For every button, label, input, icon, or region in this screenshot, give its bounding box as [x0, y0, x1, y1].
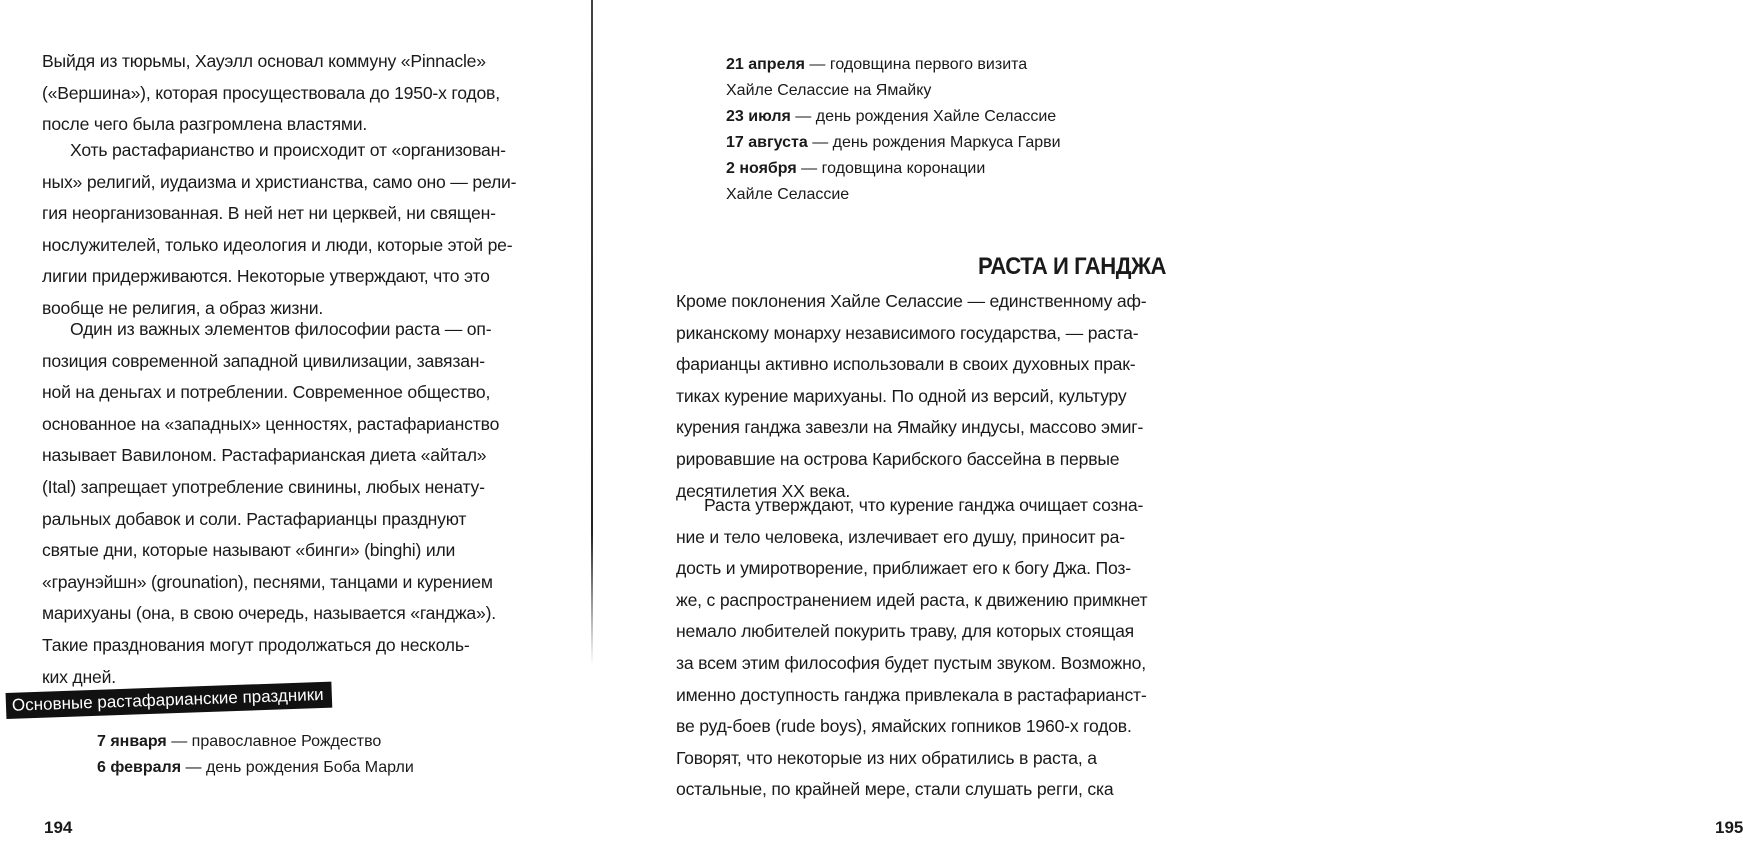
page-number: 194	[44, 818, 73, 837]
holiday-date: 6 февраля	[97, 759, 182, 776]
holiday-description: — день рождения Боба Марли	[181, 759, 414, 776]
holiday-date: 23 июля	[726, 108, 791, 125]
text-line: немало любителей покурить траву, для которых стоящая	[676, 621, 1134, 642]
page-number: 195	[1715, 818, 1743, 837]
holiday-item	[726, 156, 1061, 182]
paragraph	[42, 135, 520, 325]
text-line: остальные, по крайней мере, стали слушать регги, ска	[676, 779, 1114, 800]
holiday-description: — день рождения Хайле Селассие	[790, 108, 1057, 125]
text-line: основанное на «западных» ценностях, растафарианство	[42, 413, 500, 434]
text-line: после чего была разгромлена властями.	[42, 114, 368, 135]
holiday-date: 2 ноября	[726, 160, 797, 177]
text-line: («Вершина»), которая просуществовала до 1950-х годов,	[42, 82, 500, 103]
text-line: ких дней.	[42, 666, 116, 687]
text-line: фарианцы активно использовали в своих духовных прак-	[676, 354, 1136, 375]
text-line: ной на деньгах и потреблении. Современное общество,	[42, 382, 491, 403]
paragraph	[42, 314, 520, 693]
text-line: ных» религий, иудаизма и христианства, само оно — рели-	[42, 171, 517, 192]
page-gutter	[591, 0, 593, 665]
text-line: лигии придерживаются. Некоторые утверждают, что это	[42, 266, 490, 287]
text-line: Раста утверждают, что курение ганджа очищает созна-	[704, 495, 1144, 515]
text-line: называет Вавилоном. Растафарианская диета «айтал»	[42, 445, 487, 466]
holiday-list	[97, 729, 414, 781]
text-line: за всем этим философия будет пустым звуком. Возможно,	[676, 652, 1146, 673]
holiday-list	[726, 52, 1061, 208]
paragraph	[676, 286, 1148, 507]
text-line: именно доступность ганджа привлекала в растафарианст-	[676, 684, 1147, 705]
text-line: курения ганджа завезли на Ямайку индусы, массово эмиг-	[676, 417, 1144, 438]
text-line: марихуаны (она, в свою очередь, называется «ганджа»).	[42, 603, 496, 624]
text-line: Говорят, что некоторые из них обратились в раста, а	[676, 747, 1097, 768]
text-line: же, с распространением идей раста, к движению примкнет	[676, 589, 1148, 610]
holiday-item	[726, 130, 1061, 156]
holiday-item	[97, 755, 414, 781]
holiday-continuation: Хайле Селассие	[726, 186, 850, 203]
text-line: Кроме поклонения Хайле Селассие — единственному аф-	[676, 291, 1147, 311]
holiday-description: — годовщина первого визита	[804, 56, 1028, 73]
text-line: «граунэйшн» (grounation), песнями, танцами и курением	[42, 571, 493, 592]
text-line: Такие празднования могут продолжаться до несколь-	[42, 634, 470, 655]
text-line: вообще не религия, а образ жизни.	[42, 297, 324, 318]
paragraph	[676, 490, 1148, 806]
section-title: РАСТА И ГАНДЖА	[978, 253, 1166, 280]
left-page	[0, 0, 590, 864]
holiday-date: 21 апреля	[726, 56, 805, 73]
text-line: риканскому монарху независимого государства, — раста-	[676, 322, 1139, 343]
text-line: рировавшие на острова Карибского бассейна в первые	[676, 448, 1120, 469]
holiday-item	[97, 729, 414, 755]
text-line: гия неорганизованная. В ней нет ни церквей, ни священ-	[42, 203, 496, 224]
holiday-date: 7 января	[97, 733, 167, 750]
text-line: Выйдя из тюрьмы, Хауэлл основал коммуну «Pinnacle»	[42, 51, 486, 71]
text-line: ние и тело человека, излечивает его душу, приносит ра-	[676, 526, 1125, 547]
text-line: Хоть растафарианство и происходит от «организован-	[70, 140, 506, 160]
text-line: ральных добавок и соли. Растафарианцы празднуют	[42, 508, 467, 529]
text-line: святые дни, которые называют «бинги» (binghi) или	[42, 540, 456, 561]
holiday-item	[726, 52, 1061, 78]
paragraph	[42, 46, 520, 141]
text-line: Один из важных элементов философии раста — оп-	[70, 319, 492, 339]
text-line: позиция современной западной цивилизации, завязан-	[42, 350, 485, 371]
text-line: (Ital) запрещает употребление свинины, любых ненату-	[42, 476, 485, 497]
holiday-item	[726, 104, 1061, 130]
holiday-continuation: Хайле Селассие на Ямайку	[726, 82, 932, 99]
text-line: дость и умиротворение, приближает его к богу Джа. Поз-	[676, 558, 1131, 579]
holiday-description: — годовщина коронации	[796, 160, 986, 177]
text-line: десятилетия XX века.	[676, 480, 851, 501]
text-line: тиках курение марихуаны. По одной из версий, культуру	[676, 385, 1127, 406]
text-line: ве руд-боев (rude boys), ямайских гопников 1960-х годов.	[676, 716, 1132, 737]
holidays-banner: Основные растафарианские праздники	[6, 682, 332, 719]
holiday-description: — православное Рождество	[166, 733, 382, 750]
holiday-date: 17 августа	[726, 134, 808, 151]
holiday-description: — день рождения Маркуса Гарви	[807, 134, 1061, 151]
text-line: нослужителей, только идеология и люди, которые этой ре-	[42, 234, 513, 255]
